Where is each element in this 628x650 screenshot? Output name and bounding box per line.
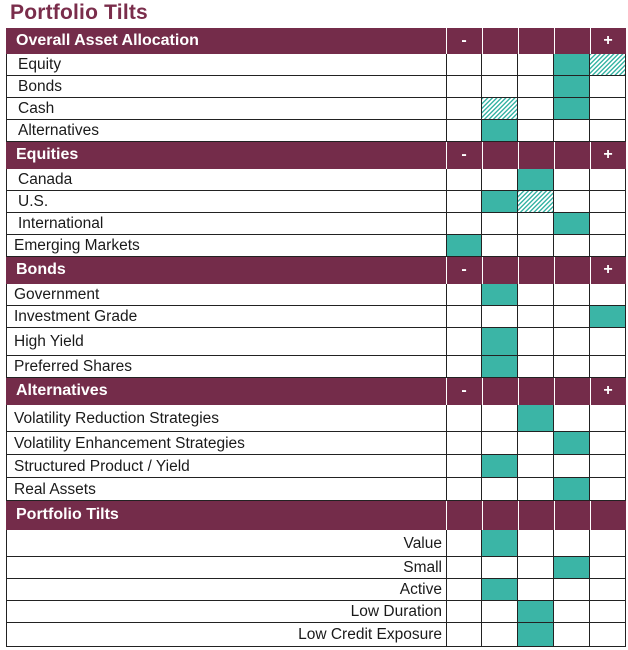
page-title: Portfolio Tilts [10,1,148,24]
header-column-divider [482,28,483,54]
position-cell [446,213,482,235]
row-label-cash: Cash [18,100,55,117]
row-left-border [6,235,7,257]
position-cell [482,169,518,191]
position-cell [518,579,554,601]
header-column-divider [518,28,519,54]
current-position-marker [554,54,590,76]
position-cell [518,478,554,501]
section-header-label: Equities [16,146,79,163]
position-cell [446,328,482,356]
position-cell [446,478,482,501]
row-label-canada: Canada [18,171,73,188]
position-cell [446,601,482,623]
previous-position-marker [590,54,626,76]
header-column-divider [482,378,483,405]
minus-symbol: - [461,261,467,278]
row-label-volatility-enhancement-strategies: Volatility Enhancement Strategies [14,435,245,452]
row-left-border [6,169,7,191]
position-cell [518,235,554,257]
header-column-divider [554,501,555,530]
position-cell [446,169,482,191]
row-left-border [6,530,7,557]
position-cell [554,284,590,306]
minus-symbol: - [461,32,467,49]
position-cell [446,432,482,455]
position-cell [518,557,554,579]
position-cell [518,54,554,76]
row-label-emerging-markets: Emerging Markets [14,237,140,254]
position-cell [554,120,590,142]
position-cell [590,601,626,623]
row-left-border [6,213,7,235]
current-position-marker [482,455,518,478]
current-position-marker [482,284,518,306]
position-cell [482,405,518,432]
position-cell [590,530,626,557]
position-cell [554,169,590,191]
position-cell [446,356,482,378]
row-label-real-assets: Real Assets [14,481,96,498]
section-header-alternatives [6,378,626,405]
section-header-label: Alternatives [16,382,108,399]
header-column-divider [554,257,555,284]
section-header-label: Overall Asset Allocation [16,32,199,49]
position-cell [554,455,590,478]
position-cell [446,557,482,579]
current-position-marker [554,557,590,579]
row-left-border [6,405,7,432]
header-column-divider [518,142,519,169]
position-cell [590,169,626,191]
position-cell [590,579,626,601]
header-column-divider [518,501,519,530]
position-cell [446,76,482,98]
position-cell [590,284,626,306]
position-cell [446,579,482,601]
row-label-value: Value [403,535,442,552]
header-column-divider [446,501,447,530]
position-cell [518,356,554,378]
current-position-marker [482,356,518,378]
plus-symbol: + [603,146,613,163]
header-column-divider [482,142,483,169]
position-cell [482,235,518,257]
section-header-equities [6,142,626,169]
position-cell [554,530,590,557]
position-cell [590,235,626,257]
section-header-bonds [6,257,626,284]
position-cell [590,76,626,98]
row-left-border [6,356,7,378]
row-left-border [6,191,7,213]
position-cell [482,601,518,623]
header-column-divider [590,501,591,530]
header-column-divider [554,142,555,169]
row-left-border [6,54,7,76]
header-column-divider [554,378,555,405]
current-position-marker [518,405,554,432]
row-label-small: Small [403,559,442,576]
current-position-marker [518,601,554,623]
position-cell [590,478,626,501]
current-position-marker [482,328,518,356]
position-cell [446,98,482,120]
row-left-border [6,76,7,98]
header-column-divider [482,257,483,284]
position-cell [446,284,482,306]
position-cell [554,328,590,356]
current-position-marker [518,169,554,191]
row-label-high-yield: High Yield [14,333,84,350]
position-cell [446,120,482,142]
current-position-marker [482,191,518,213]
position-cell [518,530,554,557]
position-cell [518,98,554,120]
current-position-marker [482,530,518,557]
position-cell [482,557,518,579]
row-left-border [6,623,7,647]
position-cell [482,213,518,235]
row-left-border [6,432,7,455]
row-left-border [6,557,7,579]
row-label-bonds: Bonds [18,78,62,95]
current-position-marker [554,98,590,120]
current-position-marker [554,432,590,455]
position-cell [518,328,554,356]
position-cell [518,76,554,98]
current-position-marker [482,579,518,601]
position-cell [518,455,554,478]
position-cell [482,76,518,98]
position-cell [554,356,590,378]
position-cell [446,405,482,432]
section-header-label: Bonds [16,261,66,278]
position-cell [554,623,590,647]
position-cell [590,98,626,120]
header-column-divider [554,28,555,54]
minus-symbol: - [461,146,467,163]
position-cell [554,405,590,432]
row-label-active: Active [399,581,442,598]
current-position-marker [554,213,590,235]
position-cell [554,191,590,213]
row-left-border [6,98,7,120]
plus-symbol: + [603,382,613,399]
minus-symbol: - [461,382,467,399]
position-cell [446,191,482,213]
position-cell [518,120,554,142]
row-left-border [6,478,7,501]
row-label-volatility-reduction-strategies: Volatility Reduction Strategies [14,410,220,427]
row-left-border [6,306,7,328]
position-cell [590,328,626,356]
position-cell [590,557,626,579]
current-position-marker [482,120,518,142]
row-label-low-duration: Low Duration [350,603,442,620]
position-cell [590,191,626,213]
header-column-divider [482,501,483,530]
position-cell [446,306,482,328]
row-label-international: International [18,215,104,232]
section-header-label: Portfolio Tilts [16,506,119,523]
position-cell [518,432,554,455]
position-cell [554,306,590,328]
plus-symbol: + [603,261,613,278]
header-column-divider [518,378,519,405]
row-label-government: Government [14,286,100,303]
position-cell [482,54,518,76]
row-divider [6,646,626,647]
current-position-marker [518,623,554,647]
position-cell [518,213,554,235]
current-position-marker [554,478,590,501]
position-cell [554,601,590,623]
row-label-alternatives: Alternatives [18,122,99,139]
current-position-marker [554,76,590,98]
row-label-structured-product-yield: Structured Product / Yield [14,458,190,475]
position-cell [590,432,626,455]
row-label-low-credit-exposure: Low Credit Exposure [298,626,442,643]
position-cell [590,213,626,235]
position-cell [482,432,518,455]
row-left-border [6,601,7,623]
position-cell [554,579,590,601]
position-cell [590,455,626,478]
position-cell [482,306,518,328]
row-left-border [6,328,7,356]
previous-position-marker [482,98,518,120]
section-header-overall-asset-allocation [6,28,626,54]
position-cell [446,623,482,647]
row-label-equity: Equity [18,56,62,73]
position-cell [446,455,482,478]
position-cell [482,478,518,501]
header-column-divider [518,257,519,284]
row-label-u-s: U.S. [18,193,49,210]
row-left-border [6,455,7,478]
position-cell [590,120,626,142]
row-left-border [6,579,7,601]
position-cell [590,623,626,647]
position-cell [446,54,482,76]
section-header-portfolio-tilts [6,501,626,530]
position-cell [518,284,554,306]
position-cell [590,356,626,378]
position-cell [518,306,554,328]
row-label-investment-grade: Investment Grade [14,308,138,325]
row-label-preferred-shares: Preferred Shares [14,358,133,375]
previous-position-marker [518,191,554,213]
row-left-border [6,284,7,306]
current-position-marker [446,235,482,257]
plus-symbol: + [603,32,613,49]
position-cell [590,405,626,432]
current-position-marker [590,306,626,328]
position-cell [554,235,590,257]
row-left-border [6,120,7,142]
position-cell [446,530,482,557]
position-cell [482,623,518,647]
